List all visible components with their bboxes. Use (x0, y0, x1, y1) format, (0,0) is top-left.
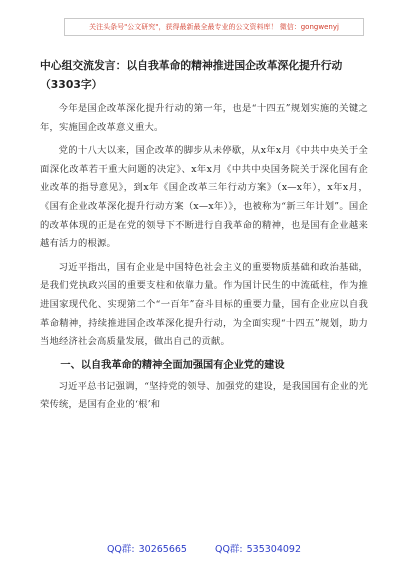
paragraph-1: 今年是国企改革深化提升行动的第一年，也是“十四五”规划实施的关键之年，实施国企改革意义重大。 (40, 103, 368, 133)
document-body (40, 56, 368, 420)
document-title: 中心组交流发言：以自我革命的精神推进国企改革深化提升行动（3303字） (40, 59, 343, 91)
qq-number: 30265665 (138, 544, 187, 555)
footer-qq-group-1 (107, 541, 187, 555)
footer (0, 541, 408, 555)
qq-label: QQ群: (214, 544, 243, 555)
qq-label: QQ群: (106, 544, 135, 555)
paragraph-3: 习近平指出，国有企业是中国特色社会主义的重要物质基础和政治基础，是我们党执政兴国的重要支柱和依靠力量。作为国计民生的中流砥柱，作为推进国家现代化、实现第二个“一百年”奋斗目标的重要力量，国有企业应以自我革命精神，持续推进国企改革深化提升行动，为全面实现“十四五”规划，助力当地经济社会高质量发展，做出自己的贡献。 (40, 261, 368, 348)
paragraph-2: 党的十八大以来，国企改革的脚步从未停歇，从x年x月《中共中央关于全面深化改革若干重大问题的决定》、x年x月《中共中央国务院关于深化国有企业改革的指导意见》，到x年《国企改革三年行动方案》（x—x年），x年x月，《国有企业改革深化提升行动方案（x—x年）》，也被称为“新三年计划”。国企的改革体现的正是在党的领导下不断进行自我革命的精神，也是国有企业越来越有活力的根源。 (40, 145, 368, 250)
section-paragraph: 习近平总书记强调，“坚持党的领导、加强党的建设，是我国国有企业的光荣传统，是国有企业的‘根’和 (40, 380, 368, 411)
promo-banner: 关注头条号"公文研究"，获得最新最全最专业的公文资料库！ 微信：gongwenyj (64, 18, 364, 36)
qq-number: 535304092 (246, 544, 302, 555)
section-heading: 一、以自我革命的精神全面加强国有企业党的建设 (60, 359, 285, 371)
footer-qq-group-2 (215, 541, 301, 555)
